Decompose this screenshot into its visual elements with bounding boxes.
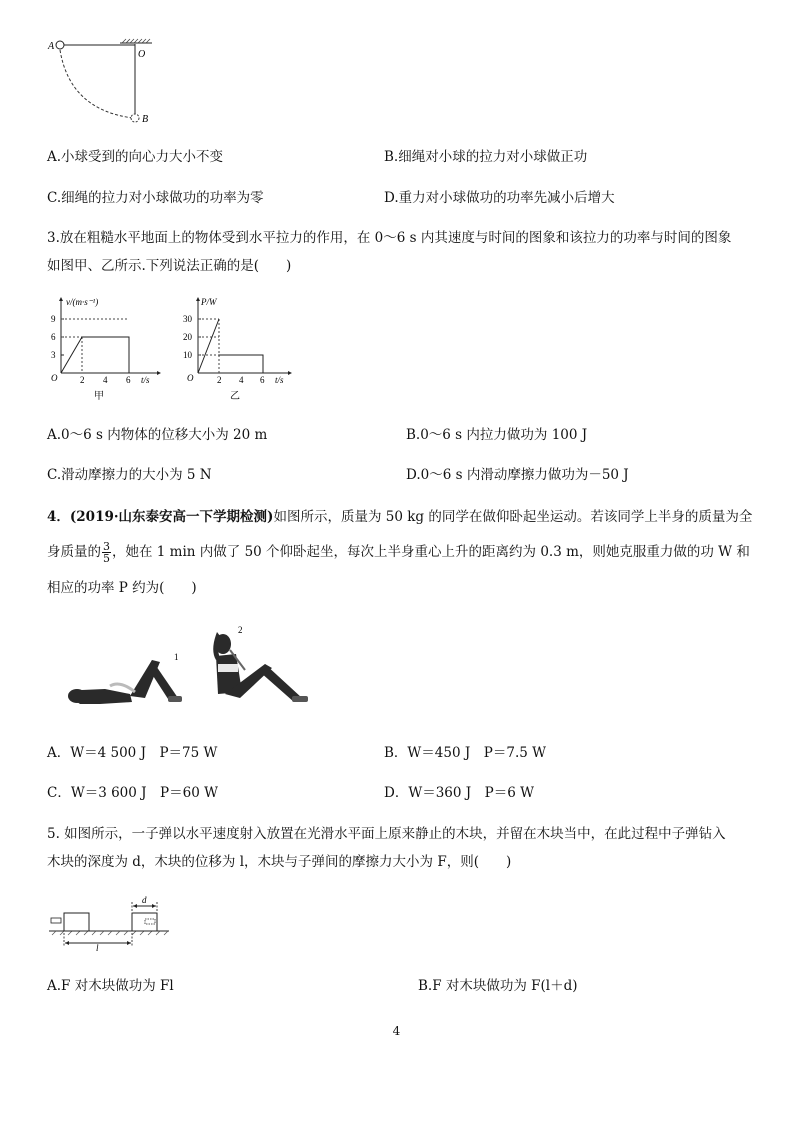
figure-label-2: 2 bbox=[238, 625, 243, 635]
fraction-denominator: 5 bbox=[103, 552, 110, 565]
q5-option-b: B.F 对木块做功为 F(l＋d) bbox=[418, 978, 578, 994]
bullet-block-figure bbox=[44, 893, 174, 953]
q4-option-b: B．W＝450 J P＝7.5 W bbox=[384, 745, 546, 761]
yi-ylabel: P/W bbox=[201, 297, 217, 307]
page-number: 4 bbox=[392, 1024, 401, 1038]
q4-stem-line2-pre: 身质量的 bbox=[47, 544, 101, 560]
q3-option-c: C.滑动摩擦力的大小为 5 N bbox=[47, 467, 212, 483]
q4-option-c: C．W＝3 600 J P＝60 W bbox=[47, 785, 218, 801]
q4-option-d: D．W＝360 J P＝6 W bbox=[384, 785, 535, 801]
figure-label-1: 1 bbox=[174, 652, 179, 662]
chart-power-time bbox=[175, 295, 295, 403]
label-l: l bbox=[96, 943, 99, 953]
q3-stem-line1: 3.放在粗糙水平地面上的物体受到水平拉力的作用，在 0～6 s 内其速度与时间的图象和该拉力的功率与时间的图象 bbox=[47, 230, 732, 246]
fraction-numerator: 3 bbox=[103, 540, 110, 553]
q2-option-a: A.小球受到的向心力大小不变 bbox=[47, 149, 224, 165]
label-a: A bbox=[48, 41, 55, 52]
label-d: d bbox=[142, 895, 147, 905]
yi-xlabel: t/s bbox=[275, 375, 284, 385]
yi-caption: 乙 bbox=[230, 391, 240, 402]
label-o: O bbox=[138, 49, 146, 60]
jia-caption: 甲 bbox=[94, 391, 104, 402]
q5-stem-line2: 木块的深度为 d，木块的位移为 l，木块与子弹间的摩擦力大小为 F，则( ) bbox=[47, 854, 512, 870]
jia-ytick-9: 9 bbox=[51, 314, 56, 324]
yi-xtick-2: 2 bbox=[217, 375, 222, 385]
jia-ytick-3: 3 bbox=[51, 350, 56, 360]
yi-ytick-10: 10 bbox=[183, 350, 192, 360]
yi-ytick-20: 20 bbox=[183, 332, 192, 342]
q2-option-c: C.细绳的拉力对小球做功的功率为零 bbox=[47, 190, 264, 206]
jia-xlabel: t/s bbox=[141, 375, 150, 385]
q5-stem-line1: 5. 如图所示，一子弹以水平速度射入放置在光滑水平面上原来静止的木块，并留在木块当中，在此过程中子弹钻入 bbox=[47, 826, 726, 842]
jia-xtick-2: 2 bbox=[80, 375, 85, 385]
q4-stem-line2-post: ，她在 1 min 内做了 50 个仰卧起坐，每次上半身重心上升的距离约为 0.3 m，则她克服重力做的功 W 和 bbox=[112, 544, 750, 560]
q4-stem-line1 bbox=[47, 507, 752, 527]
fraction-3-5 bbox=[102, 541, 111, 564]
q4-option-a: A．W＝4 500 J P＝75 W bbox=[47, 745, 218, 761]
jia-origin: O bbox=[51, 373, 58, 383]
q4-stem-line1-text: 如图所示，质量为 50 kg 的同学在做仰卧起坐运动。若该同学上半身的质量为全 bbox=[273, 509, 753, 525]
jia-ylabel: v/(m·s⁻¹) bbox=[66, 297, 99, 307]
q4-source: 4．(2019·山东泰安高一下学期检测) bbox=[47, 509, 274, 525]
jia-xtick-6: 6 bbox=[126, 375, 131, 385]
yi-origin: O bbox=[187, 373, 194, 383]
q4-stem-line3: 相应的功率 P 约为( ) bbox=[47, 580, 197, 596]
pendulum-figure bbox=[40, 30, 170, 130]
jia-xtick-4: 4 bbox=[103, 375, 108, 385]
q3-stem-line2: 如图甲、乙所示.下列说法正确的是( ) bbox=[47, 258, 292, 274]
yi-xtick-4: 4 bbox=[239, 375, 244, 385]
q3-option-a: A.0～6 s 内物体的位移大小为 20 m bbox=[47, 427, 268, 443]
label-b: B bbox=[142, 114, 149, 125]
jia-ytick-6: 6 bbox=[51, 332, 56, 342]
q5-option-a: A.F 对木块做功为 Fl bbox=[47, 978, 174, 994]
q4-stem-line2 bbox=[47, 541, 750, 564]
q2-option-b: B.细绳对小球的拉力对小球做正功 bbox=[384, 149, 588, 165]
q3-option-d: D.0～6 s 内滑动摩擦力做功为－50 J bbox=[406, 467, 629, 483]
yi-xtick-6: 6 bbox=[260, 375, 265, 385]
chart-velocity-time bbox=[44, 295, 164, 403]
situp-figure bbox=[60, 620, 330, 715]
yi-ytick-30: 30 bbox=[183, 314, 192, 324]
q2-option-d: D.重力对小球做功的功率先减小后增大 bbox=[384, 190, 615, 206]
q3-option-b: B.0～6 s 内拉力做功为 100 J bbox=[406, 427, 588, 443]
